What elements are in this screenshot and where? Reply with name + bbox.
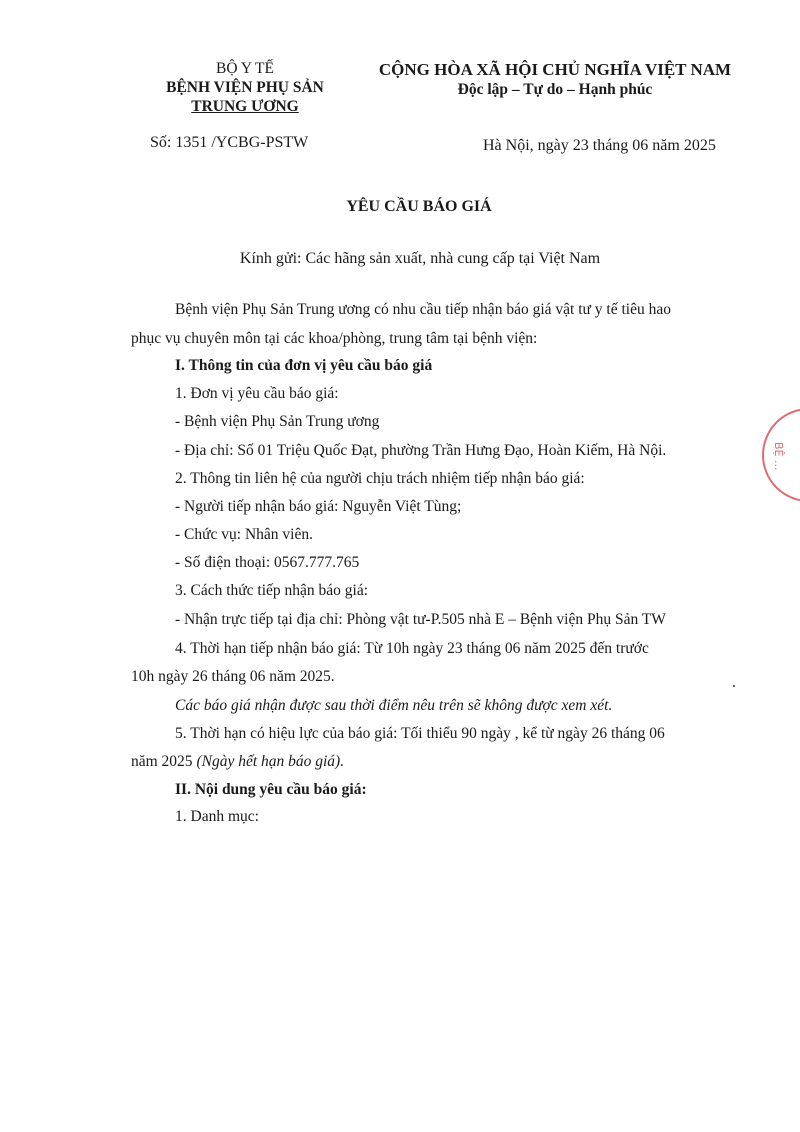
- list-item-1: 1. Danh mục:: [175, 808, 259, 825]
- hospital-name-line1: BỆNH VIỆN PHỤ SẢN: [166, 79, 324, 96]
- country-name: CỘNG HÒA XÃ HỘI CHỦ NGHĨA VIỆT NAM: [378, 60, 732, 79]
- item-4-line-2: 10h ngày 26 tháng 06 năm 2025.: [131, 668, 335, 685]
- item-3: 3. Cách thức tiếp nhận báo giá:: [175, 582, 369, 599]
- item-5-line-2-note: (Ngày hết hạn báo giá).: [196, 753, 345, 770]
- intro-line-2: phục vụ chuyên môn tại các khoa/phòng, trung tâm tại bệnh viện:: [131, 330, 538, 347]
- receiver-phone: - Số điện thoại: 0567.777.765: [175, 554, 360, 571]
- section-2-title: II. Nội dung yêu cầu báo giá:: [175, 781, 367, 798]
- section-1-title: I. Thông tin của đơn vị yêu cầu báo giá: [175, 357, 433, 374]
- item-5-line-2-text: năm 2025: [131, 753, 197, 770]
- item-2: 2. Thông tin liên hệ của người chịu trách nhiệm tiếp nhận báo giá:: [175, 470, 585, 487]
- receive-method: - Nhận trực tiếp tại địa chỉ: Phòng vật tư-P.505 nhà E – Bệnh viện Phụ Sản TW: [175, 611, 666, 628]
- unit-address: - Địa chỉ: Số 01 Triệu Quốc Đạt, phường Trần Hưng Đạo, Hoàn Kiếm, Hà Nội.: [175, 442, 667, 459]
- hospital-name-line2: TRUNG ƯƠNG: [191, 98, 299, 115]
- document-number: Số: 1351 /YCBG-PSTW: [150, 134, 309, 151]
- unit-name: - Bệnh viện Phụ Sản Trung ương: [175, 413, 380, 430]
- item-1: 1. Đơn vị yêu cầu báo giá:: [175, 385, 339, 402]
- document-title: YÊU CẦU BÁO GIÁ: [346, 198, 492, 215]
- recipient-line: Kính gửi: Các hãng sản xuất, nhà cung cấp tại Việt Nam: [239, 250, 601, 267]
- scan-speck: [733, 685, 735, 687]
- receiver-name: - Người tiếp nhận báo giá: Nguyễn Việt Tùng;: [175, 498, 462, 515]
- national-motto: Độc lập – Tự do – Hạnh phúc: [457, 81, 653, 98]
- item-4-line-1: 4. Thời hạn tiếp nhận báo giá: Từ 10h ngày 23 tháng 06 năm 2025 đến trước: [175, 640, 649, 657]
- item-5-line-2: [131, 753, 344, 771]
- stamp-fragment-text: BỆ ...: [772, 442, 785, 471]
- ministry-name: BỘ Y TẾ: [216, 60, 274, 77]
- late-submission-note: Các báo giá nhận được sau thời điểm nêu trên sẽ không được xem xét.: [175, 697, 613, 714]
- item-5-line-1: 5. Thời hạn có hiệu lực của báo giá: Tối thiểu 90 ngày , kể từ ngày 26 tháng 06: [175, 725, 665, 742]
- intro-line-1: Bệnh viện Phụ Sản Trung ương có nhu cầu tiếp nhận báo giá vật tư y tế tiêu hao: [175, 301, 671, 318]
- place-and-date: Hà Nội, ngày 23 tháng 06 năm 2025: [483, 137, 716, 154]
- receiver-position: - Chức vụ: Nhân viên.: [175, 526, 313, 543]
